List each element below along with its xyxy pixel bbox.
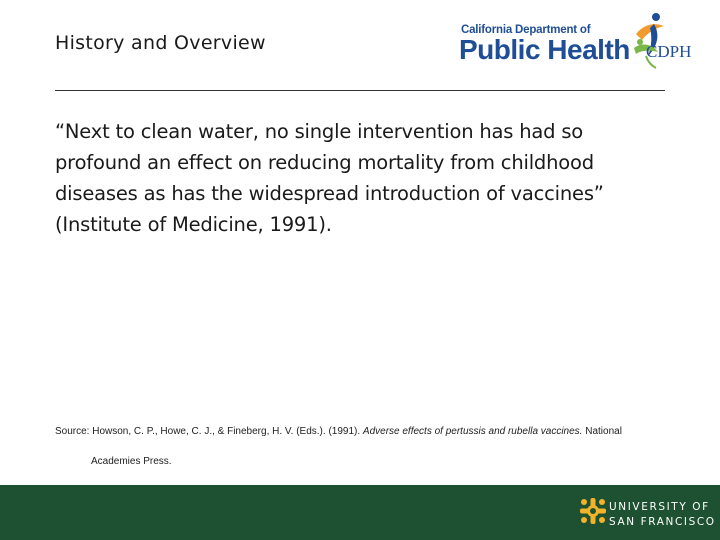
source-line2: Academies Press. xyxy=(91,456,172,467)
usf-line1: UNIVERSITY OF xyxy=(609,501,710,513)
source-title: Adverse effects of pertussis and rubella vaccines. xyxy=(362,426,583,437)
cdph-logo-line1: California Department of xyxy=(461,24,591,36)
cdph-logo xyxy=(458,12,703,70)
source-citation xyxy=(55,417,685,477)
usf-logo-text xyxy=(609,500,716,530)
cdph-logo-abbr: CDPH xyxy=(646,42,692,61)
usf-line2: SAN FRANCISCO xyxy=(609,516,716,528)
quote-text: “Next to clean water, no single intervention has had so profound an effect on reducing mortality from childhood diseases as has the widespread introduction of vaccines” (Institute of Medicine, 1991). xyxy=(55,120,604,236)
cdph-logo-line2: Public Health xyxy=(459,34,630,65)
usf-seal-icon xyxy=(578,496,608,526)
title-divider xyxy=(55,90,665,91)
slide-title: History and Overview xyxy=(55,32,266,54)
source-suffix: National xyxy=(582,426,622,437)
source-prefix: Source: Howson, C. P., Howe, C. J., & Fineberg, H. V. (Eds.). (1991). xyxy=(55,426,363,437)
